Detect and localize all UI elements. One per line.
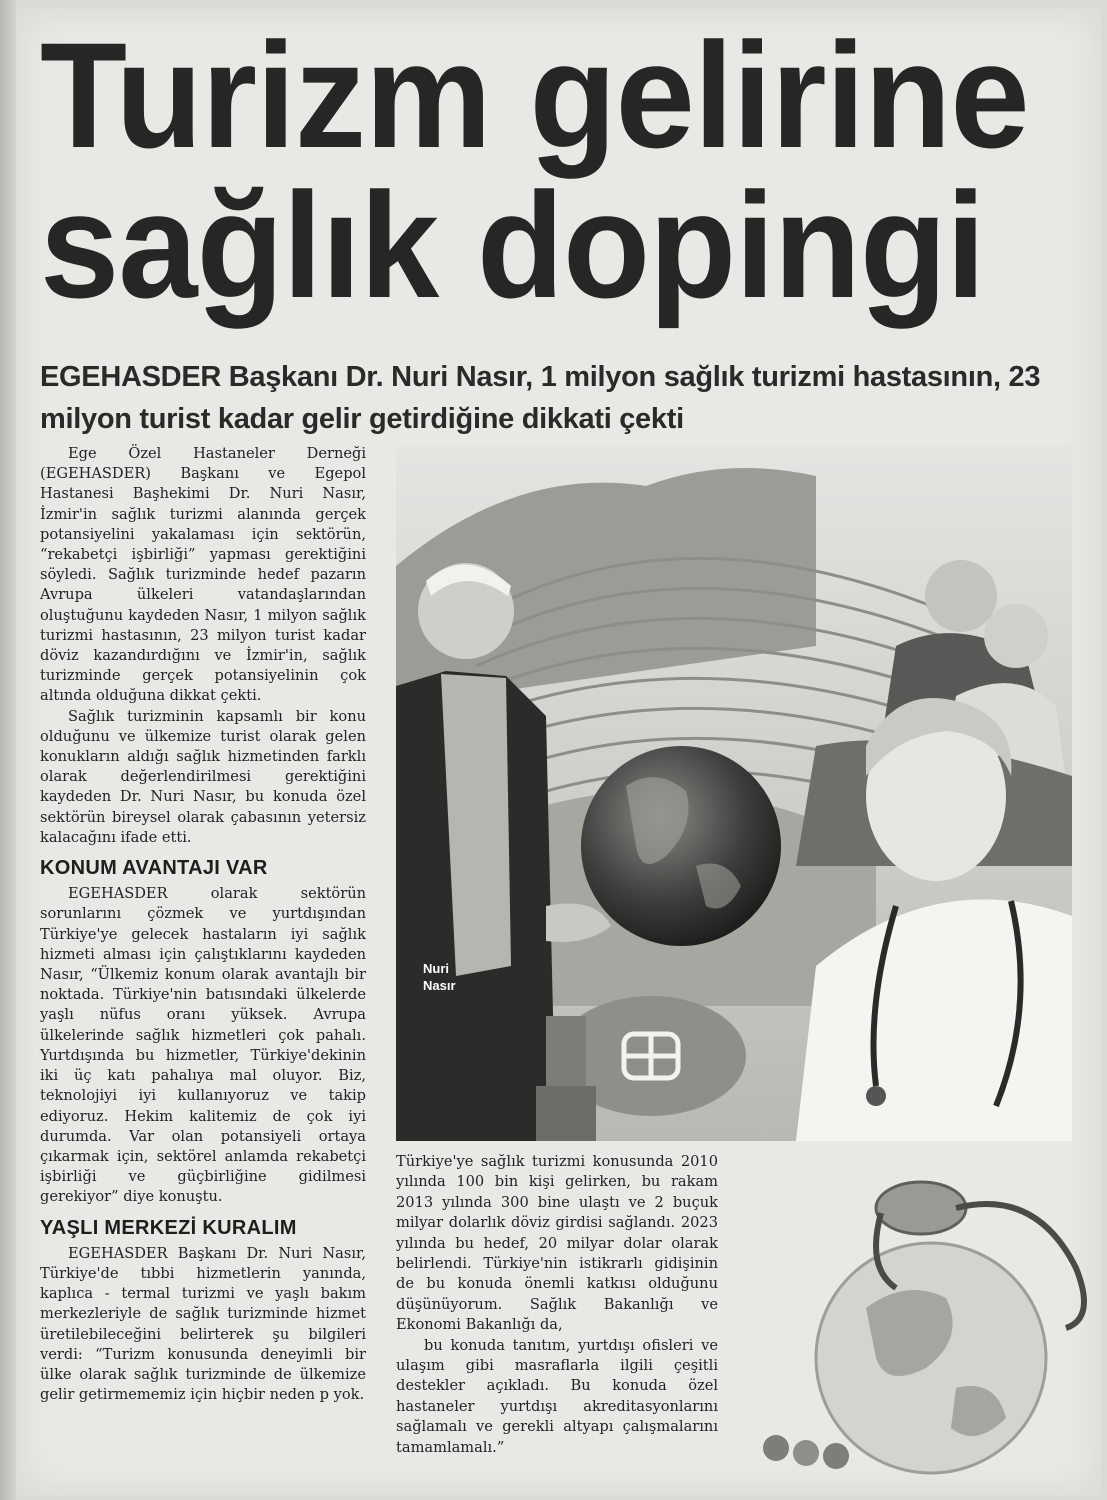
photo-collage-illustration	[396, 446, 1072, 1141]
stethoscope-globe-illustration	[706, 1148, 1101, 1488]
caption-last-name: Nasır	[423, 978, 456, 993]
headline	[40, 11, 1029, 329]
section1-paragraph: EGEHASDER olarak sektörün sorunlarını çözmek ve yurtdışından Türkiye'ye gelecek hastaların iyi sağlık hizmeti alması için çalıştıklarını kaydeden Nasır, “Ülkemiz konum olarak avantajlı bir noktada. Türkiye'nin batısındaki ülkelerde yaşlı nüfus oranı yüksek. Avrupa ülkelerinde sağlık hizmetleri çok pahalı. Yurtdışında bu hizmetler, Türkiye'dekinin iki üç katı pahalıya mal oluyor. Biz, teknolojiyi iyi kullanıyoruz ve takip ediyoruz. Hekim kalitemiz de çok iyi durumda. Var olan potansiyeli ortaya çıkarmak için, sektörel anlamda rekabetçi işbirliği ve güçbirliğine gidilmesi gerekiyor” diye konuştu.	[40, 885, 366, 1206]
left-column	[40, 444, 366, 1405]
page-edge-shadow	[0, 0, 16, 1500]
section2-paragraph: EGEHASDER Başkanı Dr. Nuri Nasır, Türkiye'de tıbbi hizmetlerin yanında, kaplıca - termal turizmi ve yaşlı bakım merkezleriyle de sağlık turizminde hizmet üretilebileceğini belirterek şu bilgileri verdi: “Turizm konusunda deneyimli bir ülke olarak sağlık turizminde de ülkemize gelir getirmememiz için hiçbir neden p yok.	[40, 1244, 366, 1404]
subheadline: EGEHASDER Başkanı Dr. Nuri Nasır, 1 milyon sağlık turizmi hastasının, 23 milyon turist kadar gelir getirdiğine dikkati çekti	[40, 361, 1041, 435]
bead-3	[823, 1443, 849, 1469]
bead-1	[763, 1435, 789, 1461]
section-heading-konum: KONUM AVANTAJI VAR	[40, 857, 268, 880]
right-paragraph-1: Türkiye'ye sağlık turizmi konusunda 2010 yılında 100 bin kişi gelirken, bu rakam 2013 yılında 300 bine ulaştı ve 2 buçuk milyar dolarlık döviz girdisi sağlandı. 2023 yılında bu hedef, 20 milyar dolar olarak belirlendi. Türkiye'nin istikrarlı gidişinin de bu konuda önemli katkısı olduğunu düşünüyorum. Sağlık Bakanlığı ve Ekonomi Bakanlığı da,	[396, 1153, 718, 1334]
intro-paragraph-1: Ege Özel Hastaneler Derneği (EGEHASDER) Başkanı ve Egepol Hastanesi Başhekimi Dr. Nuri Nasır, İzmir'in sağlık turizmi alanında gerçek potansiyelini yakalaması için sektörün, “rekabetçi işbirliği” yapması gerektiğini söyledi. Sağlık turizminde hedef pazarın Avrupa ülkeleri vatandaşlarından oluştuğunu kaydeden Nasır, 1 milyon sağlık turizmi hastasının, 23 milyon turist kadar döviz kazandırdığını ve İzmir'in, sağlık turizminde gerçek potansiyelinin çok altında olduğuna dikkat çekti.	[40, 445, 366, 705]
right-column-text	[396, 1152, 718, 1458]
section-heading-yasli: YAŞLI MERKEZİ KURALIM	[40, 1216, 297, 1239]
headline-line-2: sağlık dopingi	[40, 161, 985, 329]
bead-2	[793, 1440, 819, 1466]
right-paragraph-2: bu konuda tanıtım, yurtdışı ofisleri ve ulaşım gibi masraflarla ilgili çeşitli destekler açıkladı. Bu konuda özel hastaneler yurtdışı akreditasyonlarını sağlamalı ve gerekli altyapı çalışmalarını tamamlamalı.”	[396, 1336, 718, 1456]
intro-paragraph-2: Sağlık turizminin kapsamlı bir konu olduğunu ve ülkemize turist olarak gelen konukların aldığı sağlık hizmetinden farklı olarak değerlendirilmesi gerektiğini kaydeden Dr. Nuri Nasır, bu konuda özel sektörün bireysel olarak çabasının yetersiz kalacağını ifade etti.	[40, 707, 366, 846]
stethoscope-chestpiece	[876, 1182, 966, 1234]
article-photo-collage	[396, 446, 1072, 1141]
photo-caption	[423, 960, 456, 994]
headline-line-1: Turizm gelirine	[40, 11, 1029, 179]
caption-first-name: Nuri	[423, 961, 449, 976]
